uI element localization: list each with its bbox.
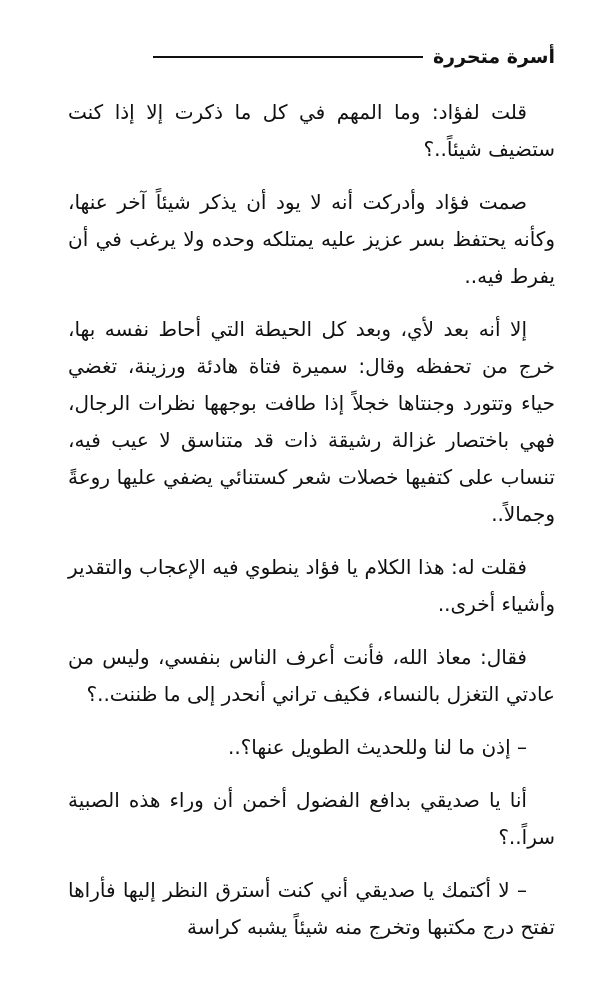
paragraph: – لا أكتمك يا صديقي أني كنت أسترق النظر إليها فأراها تفتح درج مكتبها وتخرج منه شيئاً يشبه كراسة: [68, 878, 555, 939]
paragraph: – إذن ما لنا وللحديث الطويل عنها؟..: [227, 735, 527, 759]
paragraph: فقلت له: هذا الكلام يا فؤاد ينطوي فيه الإعجاب والتقدير وأشياء أخرى..: [68, 555, 555, 616]
paragraph: أنا يا صديقي بدافع الفضول أخمن أن وراء هذه الصبية سراً..؟: [68, 788, 555, 849]
paragraph: إلا أنه بعد لأي، وبعد كل الحيطة التي أحاط نفسه بها، خرج من تحفظه وقال: سميرة فتاة هادئة ورزينة، تغضي حياء وتتورد وجنتاها خجلاً إذا طافت بوجهها نظرات الرجال، فهي باختصار غزالة رشيقة ذات قد متناسق لا عيب فيه، تنساب على كتفيها خصلات شعر كستنائي يضفي عليها روعةً وجمالاً..: [68, 317, 555, 526]
paragraph: فقال: معاذ الله، فأنت أعرف الناس بنفسي، وليس من عادتي التغزل بالنساء، فكيف تراني أنحدر إلى ما ظننت..؟: [68, 645, 555, 706]
page-header: [70, 40, 555, 74]
paragraph: صمت فؤاد وأدركت أنه لا يود أن يذكر شيئاً آخر عنها، وكأنه يحتفظ بسر عزيز عليه يمتلكه وحده ولا يرغب في أن يفرط فيه..: [68, 190, 555, 288]
body-text: [68, 94, 555, 962]
running-title: أسرة متحررة: [432, 46, 555, 68]
paragraph: قلت لفؤاد: وما المهم في كل ما ذكرت إلا إذا كنت ستضيف شيئاً..؟: [68, 100, 555, 161]
header-rule: [153, 56, 423, 58]
